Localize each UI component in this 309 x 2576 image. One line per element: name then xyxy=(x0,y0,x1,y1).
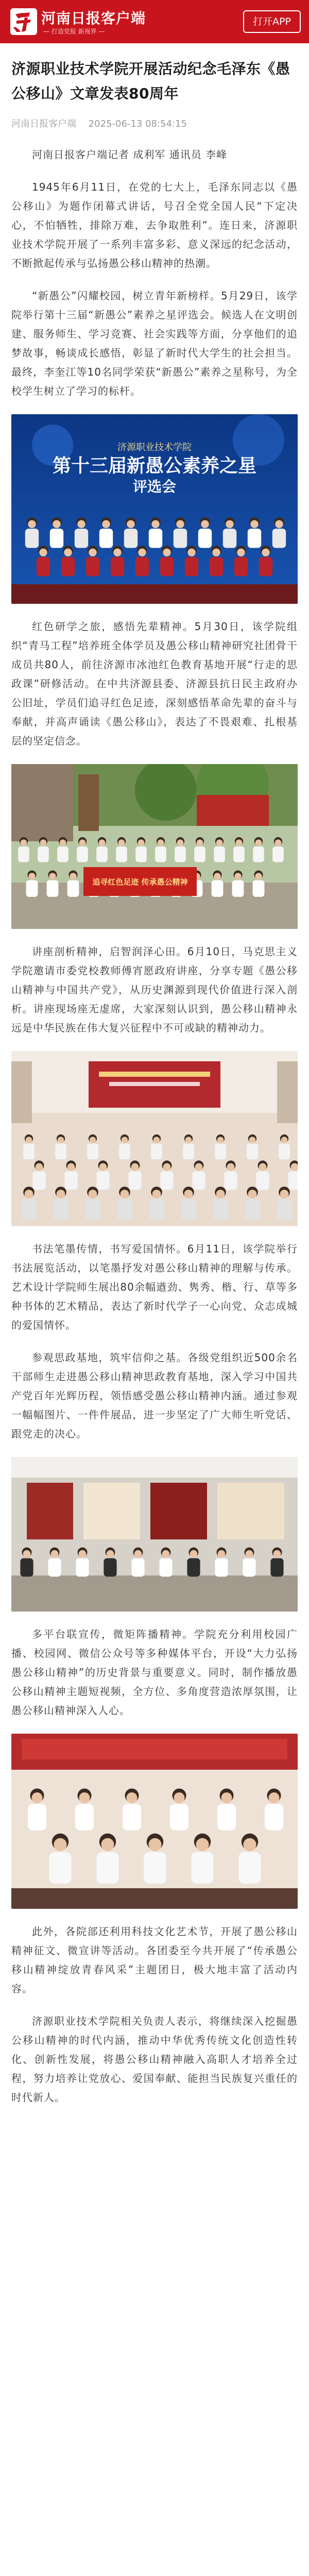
award-person xyxy=(174,517,187,548)
lecture-attendee xyxy=(213,1187,228,1220)
article-source: 河南日报客户端 xyxy=(11,118,76,129)
award-person xyxy=(61,546,75,576)
award-banner-title: 第十三届新愚公素养之星 xyxy=(52,455,257,477)
field-person xyxy=(253,870,265,896)
photo-exhibition-visit xyxy=(11,1457,298,1612)
award-person xyxy=(75,517,88,548)
award-person xyxy=(223,517,236,548)
paragraph-calligraphy: 书法笔墨传情，书写爱国情怀。6月11日，该学院举行书法展览活动，以笔墨抒发对愚公移山精神的理解与传承。艺术设计学院师生展出80余幅遒劲、隽秀、楷、行、草等多种书体的艺术精品，表达了新时代学子一心向党、众志成城的爱国情怀。 xyxy=(11,1243,298,1331)
class-student xyxy=(123,1789,141,1831)
class-student xyxy=(217,1789,236,1831)
paragraph-other-activities: 此外，各院部还利用科技文化艺术节，开展了愚公移山精神征文、微宣讲等活动。各团委至今共开展了“传承愚公移山精神绽放青春风采”主题团日，极大地丰富了活动内容。 xyxy=(11,1925,298,1995)
lecture-attendee xyxy=(22,1187,37,1220)
field-person xyxy=(253,837,264,862)
photo-award-ceremony xyxy=(11,414,298,604)
top-bar xyxy=(0,0,309,43)
exhibit-visitor xyxy=(270,1548,283,1577)
exhibit-visitor xyxy=(159,1548,172,1577)
lecture-attendee xyxy=(247,1134,258,1160)
exhibit-visitor xyxy=(131,1548,144,1577)
lecture-attendee xyxy=(96,1161,109,1190)
lecture-attendee xyxy=(192,1161,205,1190)
award-person xyxy=(135,546,149,576)
lecture-attendee xyxy=(279,1134,290,1160)
exhibit-visitor xyxy=(20,1548,33,1577)
award-banner-small: 济源职业技术学院 xyxy=(117,442,192,453)
lecture-attendee xyxy=(215,1134,226,1160)
field-person xyxy=(67,870,79,896)
lecture-attendee xyxy=(160,1161,173,1190)
field-person xyxy=(272,837,284,862)
field-person xyxy=(135,837,147,862)
lecture-attendee xyxy=(256,1161,269,1190)
field-person xyxy=(77,837,88,862)
lecture-attendee xyxy=(32,1161,45,1190)
award-person xyxy=(86,546,99,576)
class-student xyxy=(238,1834,261,1884)
lecture-attendee xyxy=(128,1161,141,1190)
lecture-attendee xyxy=(245,1187,260,1220)
award-person xyxy=(160,546,174,576)
exhibit-visitor xyxy=(76,1548,89,1577)
article-byline-block xyxy=(11,145,298,164)
class-student xyxy=(144,1834,166,1884)
class-student xyxy=(265,1789,283,1831)
field-person xyxy=(194,837,205,862)
field-person xyxy=(26,870,38,896)
class-student xyxy=(96,1834,118,1884)
exhibit-visitor xyxy=(104,1548,116,1577)
henan-daily-logo-icon xyxy=(9,7,38,36)
photo-red-study-group xyxy=(11,764,298,929)
award-person xyxy=(248,517,261,548)
lecture-attendee xyxy=(23,1134,35,1160)
paragraph-red-study: 红色研学之旅，感悟先辈精神。5月30日，该学院组织“青马工程”培养班全体学员及愚公移山精神研究社团骨干成员共80人，前往济源市冰池红色教育基地开展“行走的思政课”研修活动。在中共济源县委、济源县抗日民主政府办公旧址，学员们追寻红色足迹，深刻感悟革命先辈的奋斗与奉献，并高声诵读《愚公移山》，表达了不畏艰难、扎根基层的坚定信念。 xyxy=(11,620,298,747)
open-app-button[interactable]: 打开APP xyxy=(243,10,301,33)
article-title: 济源职业技术学院开展活动纪念毛泽东《愚公移山》文章发表80周年 xyxy=(11,60,290,102)
lecture-attendee xyxy=(181,1187,196,1220)
field-person xyxy=(232,870,244,896)
lecture-attendee xyxy=(54,1187,68,1220)
class-student xyxy=(75,1789,94,1831)
brand-name: 河南日报客户端 xyxy=(41,10,146,27)
field-person xyxy=(38,837,49,862)
article-content xyxy=(11,57,298,2107)
exhibit-visitor xyxy=(187,1548,200,1577)
exhibit-visitor xyxy=(215,1548,228,1577)
field-person xyxy=(18,837,29,862)
paragraph-base-visit: 参观思政基地，筑牢信仰之基。各级党组织近500余名干部师生走进愚公移山精神思政教育基地，深入学习中国共产党百年光辉历程，领悟感受愚公移山精神内涵。通过参观一幅幅图片、一件件展品，进一步坚定了广大师生听党话、跟党走的决心。 xyxy=(11,1351,298,1440)
lecture-attendee xyxy=(224,1161,237,1190)
paragraph-lecture: 讲座剖析精神，启智润泽心田。6月10日，马克思主义学院邀请市委党校教师傅宵愿政府讲座，分享专题《愚公移山精神与中国共产党》，从历史渊源到现代价值进行深入剖析。讲座现场座无虚席，大家深刻认识到，愚公移山精神永远是中华民族在伟大复兴征程中不可或缺的精神动力。 xyxy=(11,945,298,1034)
award-person xyxy=(149,517,162,548)
class-student xyxy=(191,1834,213,1884)
field-person xyxy=(212,870,224,896)
award-person xyxy=(124,517,138,548)
award-person xyxy=(37,546,50,576)
award-person xyxy=(99,517,113,548)
field-banner-text: 追寻红色足迹 传承愚公精神 xyxy=(92,877,188,887)
field-person xyxy=(57,837,68,862)
field-person xyxy=(214,837,225,862)
field-person xyxy=(155,837,166,862)
lecture-attendee xyxy=(64,1161,77,1190)
award-banner-sub: 评选会 xyxy=(132,478,177,495)
award-person xyxy=(25,517,39,548)
article-meta xyxy=(11,116,298,130)
award-person xyxy=(198,517,212,548)
article-byline: 河南日报客户端记者 成利军 通讯员 李峰 xyxy=(32,148,228,161)
lecture-attendee xyxy=(117,1187,132,1220)
field-person xyxy=(116,837,127,862)
award-person xyxy=(185,546,198,576)
award-person xyxy=(111,546,124,576)
lecture-attendee xyxy=(277,1187,292,1220)
article-datetime: 2025-06-13 08:54:15 xyxy=(88,118,187,129)
exhibit-visitor xyxy=(48,1548,61,1577)
award-person xyxy=(50,517,63,548)
lecture-attendee xyxy=(149,1187,164,1220)
paragraph-intro: 1945年6月11日，在党的七大上，毛泽东同志以《愚公移山》为题作闭幕式讲话，号召全党全国人民“下定决心，不怕牺牲，排除万难，去争取胜利”。连日来，济源职业技术学院开展了一系列丰富多彩、意义深远的纪念活动，不断掀起传承与弘扬愚公移山精神的热潮。 xyxy=(11,181,298,269)
field-person xyxy=(233,837,245,862)
lecture-attendee xyxy=(119,1134,130,1160)
field-person xyxy=(96,837,108,862)
photo-classroom-students xyxy=(11,1734,298,1909)
paragraph-closing: 济源职业技术学院相关负责人表示，将继续深入挖掘愚公移山精神的时代内涵，推动中华优秀传统文化创造性转化、创新性发展，将愚公移山精神融入高职人才培养全过程，努力培养让党放心、爱国奉献、能担当民族复兴重任的时代新人。 xyxy=(11,2015,298,2104)
class-student xyxy=(49,1834,71,1884)
lecture-attendee xyxy=(183,1134,194,1160)
lecture-attendee xyxy=(151,1134,162,1160)
class-student xyxy=(28,1789,46,1831)
lecture-attendee xyxy=(55,1134,66,1160)
award-person xyxy=(210,546,223,576)
class-student xyxy=(170,1789,188,1831)
paragraph-new-yugong: “新愚公”闪耀校园，树立青年新榜样。5月29日，该学院举行第十三届“新愚公”素养之星评选会。候选人在文明创建、服务师生、学习竞赛、社会实践等方面，分享他们的追梦故事，畅谈成长感悟，彰显了新时代大学生的社会担当。最终，李奎江等10名同学荣获“新愚公”素养之星称号，为全校学生树立了学习的标杆。 xyxy=(11,290,298,397)
award-person xyxy=(234,546,248,576)
photo-lecture-hall xyxy=(11,1051,298,1226)
paragraph-media: 多平台联宣传，微矩阵播精神。学院充分利用校园广播、校园网、微信公众号等多种媒体平台，开设“大力弘扬愚公移山精神”的历史背景与重要意义。同时，制作播放愚公移山精神主题短视频，全方位、多角度营造浓厚氛围，让愚公移山精神深入人心。 xyxy=(11,1628,298,1717)
lecture-attendee xyxy=(85,1187,100,1220)
exhibit-visitor xyxy=(243,1548,255,1577)
lecture-attendee xyxy=(87,1134,98,1160)
field-person xyxy=(47,870,59,896)
award-person xyxy=(259,546,272,576)
brand-slogan: — 打造党报 新视界 — xyxy=(43,28,105,35)
field-person xyxy=(175,837,186,862)
award-person xyxy=(272,517,286,548)
